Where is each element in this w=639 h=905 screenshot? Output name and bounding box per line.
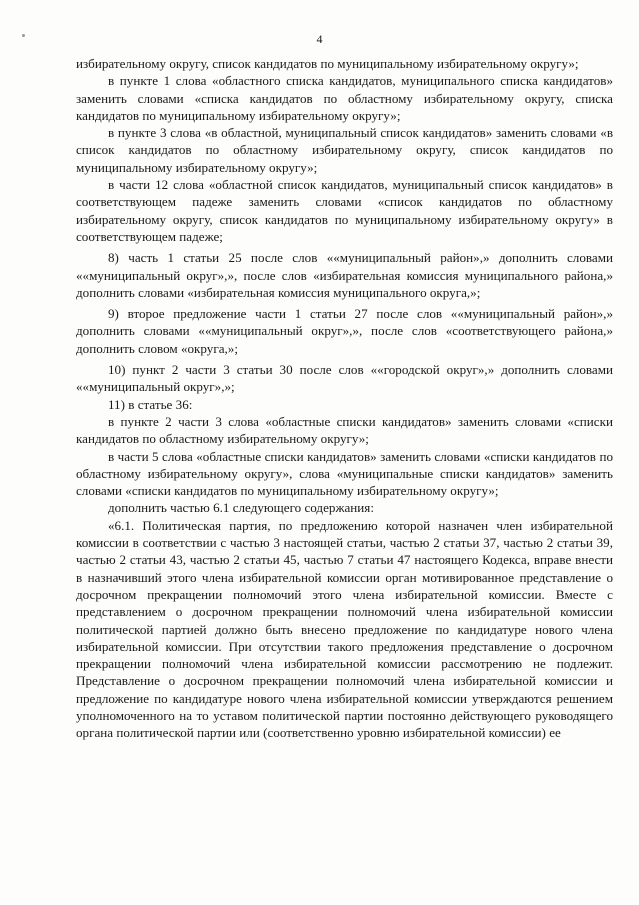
paragraph-point-3: в пункте 3 слова «в областной, муниципальный список кандидатов» заменить словами «в список кандидатов по областному избирательному округу, список кандидатов по муниципальному избирательному округу»; bbox=[76, 125, 613, 175]
paragraph-part-12: в части 12 слова «областной список кандидатов, муниципальный список кандидатов» в соответствующем падеже заменить словами «список кандидатов по областному избирательному округу, список кандидатов по муниципальному избирательному округу» в соответствующем падеже; bbox=[76, 177, 613, 244]
paragraph-part-6-1-text: «6.1. Политическая партия, по предложению которой назначен член избирательной комиссии в соответствии с частью 3 настоящей статьи, частью 2 статьи 37, частью 2 статьи 39, частью 2 статьи 43, частью 2 статьи 45, частью 7 статьи 47 настоящего Кодекса, вправе внести в назначивший этого члена избирательной комиссии орган мотивированное представление о досрочном прекращении полномочий этого члена избирательной комиссии. Вместе с представлением о досрочном прекращении полномочий члена избирательной комиссии политической партией должно быть внесено предложение по кандидатуре нового члена избирательной комиссии. При отсутствии такого предложения представление о досрочном прекращении полномочий члена избирательной комиссии рассмотрению не подлежит. Представление о досрочном прекращении полномочий члена избирательной комиссии и предложение по кандидатуре нового члена избирательной комиссии утверждаются решением уполномоченного на то уставом политической партии постоянно действующего руководящего органа политической партии или (соответственно уровню избирательной комиссии) ее bbox=[76, 517, 613, 741]
paragraph-add-part-6-1: дополнить частью 6.1 следующего содержания: bbox=[108, 500, 374, 516]
document-body bbox=[76, 55, 613, 742]
paragraph-point-1: в пункте 1 слова «областного списка кандидатов, муниципального списка кандидатов» заменить словами «списка кандидатов по областному избирательному округу, списка кандидатов по муниципальному избирательному округу»; bbox=[76, 73, 613, 123]
paragraph-item-9: 9) второе предложение части 1 статьи 27 после слов ««муниципальный район»,» дополнить словами ««муниципальный округ»,», после слов «соответствующего района,» дополнить словом «округа,»; bbox=[76, 306, 613, 356]
paragraph-part-5: в части 5 слова «областные списки кандидатов» заменить словами «списки кандидатов по областному избирательному округу», слова «муниципальные списки кандидатов» заменить словами «списки кандидатов по муниципальному избирательному округу»; bbox=[76, 448, 613, 499]
paragraph-item-8: 8) часть 1 статьи 25 после слов ««муниципальный район»,» дополнить словами ««муниципальный округ»,», после слов «избирательная комиссия муниципального района,» дополнить словами «избирательная комиссия муниципального округа,»; bbox=[76, 250, 613, 300]
paragraph-point-2-part-3: в пункте 2 части 3 слова «областные списки кандидатов» заменить словами «списки кандидатов по областному избирательному округу»; bbox=[76, 413, 613, 447]
paragraph-item-10: 10) пункт 2 части 3 статьи 30 после слов ««городской округ»,» дополнить словами ««муниципальный округ»,»; bbox=[76, 362, 613, 395]
paragraph-item-11: 11) в статье 36: bbox=[108, 396, 193, 412]
page-number: 4 bbox=[316, 32, 323, 46]
paragraph-continuation: избирательному округу, список кандидатов по муниципальному избирательному округу»; bbox=[76, 56, 579, 71]
